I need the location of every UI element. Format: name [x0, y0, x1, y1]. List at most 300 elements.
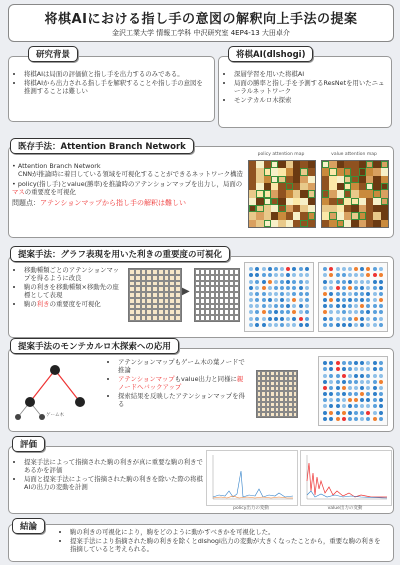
graph-node [348, 386, 352, 390]
graph-node [305, 280, 309, 284]
graph-node [348, 361, 352, 365]
graph-node [342, 374, 346, 378]
abn-output-text-end: の重要度を可視化 [24, 188, 76, 197]
heat-cell [337, 220, 344, 227]
heat-cell [359, 190, 366, 197]
heat-cell [249, 176, 256, 183]
graph-node [262, 310, 266, 314]
graph-node [354, 404, 358, 408]
heat-cell [293, 205, 300, 212]
graph-node [305, 267, 309, 271]
heat-cell [381, 205, 388, 212]
heat-cell [359, 183, 366, 190]
graph-node [348, 374, 352, 378]
heat-cell [293, 198, 300, 205]
graph-node [329, 267, 333, 271]
graph-node [366, 367, 370, 371]
mcts-item: • アテンションマップもvalue出力と同様に親ノードへバックアップ [118, 375, 248, 391]
graph-node [323, 280, 327, 284]
heat-cell [373, 205, 380, 212]
heat-cell [264, 176, 271, 183]
graph-node [354, 398, 358, 402]
heat-cell [278, 212, 285, 219]
graph-node [354, 386, 358, 390]
graph-node [286, 280, 290, 284]
graph-node [249, 267, 253, 271]
graph-node [249, 317, 253, 321]
graph-node [373, 280, 377, 284]
graph-node [366, 292, 370, 296]
heat-cell [351, 183, 358, 190]
graph-node [292, 273, 296, 277]
graph-node [354, 292, 358, 296]
graph-node [348, 273, 352, 277]
graph-node [366, 392, 370, 396]
graph-node [366, 273, 370, 277]
graph-node [342, 304, 346, 308]
graph-node [342, 273, 346, 277]
heat-cell [351, 220, 358, 227]
heat-cell [322, 220, 329, 227]
graph-node [249, 286, 253, 290]
heat-cell [293, 161, 300, 168]
background-item: • 将棋AIから出力される指し手を解釈することや指し手の意図を推測することは難しい [24, 79, 209, 95]
graph-node [379, 417, 383, 421]
graph-node [366, 317, 370, 321]
heat-cell [329, 212, 336, 219]
graph-node [342, 280, 346, 284]
graph-node [360, 317, 364, 321]
graph-node [268, 298, 272, 302]
heat-cell [300, 220, 307, 227]
graph-node [329, 292, 333, 296]
heat-cell [373, 176, 380, 183]
heat-cell [264, 205, 271, 212]
graph-node [360, 386, 364, 390]
graph-node [348, 292, 352, 296]
graph-node [305, 286, 309, 290]
graph-node [323, 386, 327, 390]
graph-node [255, 323, 259, 327]
graph-node [360, 398, 364, 402]
heat-cell [337, 212, 344, 219]
graph-node [274, 286, 278, 290]
graph-node [342, 298, 346, 302]
graph-node [336, 286, 340, 290]
heat-cell [373, 190, 380, 197]
heat-cell [337, 198, 344, 205]
heat-cell [300, 198, 307, 205]
graph-item: • 駒の利きの重要度を可視化 [24, 300, 124, 308]
graph-node [354, 298, 358, 302]
abn-highlight-masu: マス [12, 188, 25, 197]
heat-cell [256, 190, 263, 197]
conclusion-item: • 駒の利きの可視化により，駒をどのように動かすべきかを可視化した。 [70, 528, 386, 536]
graph-node [329, 361, 333, 365]
heat-cell [366, 220, 373, 227]
heat-cell [286, 168, 293, 175]
heat-cell [373, 212, 380, 219]
graph-node [305, 317, 309, 321]
heat-cell [308, 212, 315, 219]
graph-node [323, 361, 327, 365]
heat-cell [351, 161, 358, 168]
heat-cell [278, 176, 285, 183]
graph-node [280, 317, 284, 321]
heat-cell [329, 161, 336, 168]
graph-node [262, 280, 266, 284]
conclusion-list [60, 528, 386, 554]
graph-node [280, 286, 284, 290]
heat-cell [373, 161, 380, 168]
graph-node [354, 304, 358, 308]
heat-cell [373, 168, 380, 175]
heat-cell [308, 190, 315, 197]
graph-node [354, 380, 358, 384]
heat-cell [373, 220, 380, 227]
graph-node [305, 310, 309, 314]
graph-node [373, 292, 377, 296]
graph-node [292, 292, 296, 296]
graph-node [323, 367, 327, 371]
graph-node [255, 298, 259, 302]
graph-node [329, 310, 333, 314]
graph-node [348, 380, 352, 384]
graph-node [348, 367, 352, 371]
heat-cell [366, 176, 373, 183]
mcts-list [108, 358, 248, 409]
graph-node [274, 298, 278, 302]
graph-node [299, 286, 303, 290]
arrow-icon: ▶ [182, 286, 190, 297]
graph-node [280, 298, 284, 302]
graph-node [360, 286, 364, 290]
graph-node [336, 374, 340, 378]
graph-node [323, 298, 327, 302]
graph-node [268, 280, 272, 284]
graph-node [348, 317, 352, 321]
graph-node [379, 380, 383, 384]
dlshogi-item: • 深層学習を用いた将棋AI [234, 70, 386, 78]
heat-cell [366, 161, 373, 168]
graph-node [379, 267, 383, 271]
graph-node [354, 280, 358, 284]
graph-node [292, 286, 296, 290]
graph-node [323, 398, 327, 402]
graph-node [373, 317, 377, 321]
graph-node [379, 298, 383, 302]
graph-node [354, 317, 358, 321]
heat-cell [344, 161, 351, 168]
graph-node [366, 404, 370, 408]
graph-node [354, 411, 358, 415]
graph-node [299, 298, 303, 302]
graph-node [373, 380, 377, 384]
heat-cell [264, 220, 271, 227]
graph-node [268, 317, 272, 321]
evaluation-list [14, 458, 204, 492]
kiki-graph-2 [318, 262, 388, 332]
heat-cell [293, 183, 300, 190]
heat-cell [381, 161, 388, 168]
policy-chart-caption: policy出力の変動 [233, 506, 269, 511]
heat-cell [359, 198, 366, 205]
graph-list [14, 266, 124, 309]
graph-node [336, 323, 340, 327]
graph-node [354, 273, 358, 277]
graph-node [379, 411, 383, 415]
heat-cell [322, 212, 329, 219]
board-cell [234, 315, 239, 321]
graph-node [379, 323, 383, 327]
graph-node [336, 280, 340, 284]
graph-node [354, 392, 358, 396]
heat-cell [322, 190, 329, 197]
graph-node [354, 323, 358, 327]
graph-node [354, 361, 358, 365]
heat-cell [249, 183, 256, 190]
graph-node [373, 374, 377, 378]
shogi-board-mcts [256, 370, 298, 418]
value-map-caption: value attention map [331, 152, 377, 157]
heat-cell [366, 168, 373, 175]
graph-node [366, 361, 370, 365]
graph-node [348, 304, 352, 308]
graph-node [286, 317, 290, 321]
graph-node [329, 411, 333, 415]
graph-node [366, 398, 370, 402]
heat-cell [264, 183, 271, 190]
heat-cell [337, 190, 344, 197]
graph-node [373, 361, 377, 365]
graph-node [274, 323, 278, 327]
graph-node [342, 323, 346, 327]
graph-node [255, 286, 259, 290]
graph-node [323, 292, 327, 296]
heat-cell [256, 212, 263, 219]
graph-node [336, 361, 340, 365]
graph-node [323, 317, 327, 321]
graph-node [360, 374, 364, 378]
heat-cell [344, 220, 351, 227]
graph-node [360, 417, 364, 421]
graph-node [299, 304, 303, 308]
graph-node [348, 323, 352, 327]
graph-node [373, 286, 377, 290]
board-cell [175, 315, 181, 321]
graph-node [249, 298, 253, 302]
heat-cell [381, 220, 388, 227]
shogi-board-graph [128, 268, 182, 322]
heat-cell [293, 190, 300, 197]
graph-node [336, 273, 340, 277]
graph-node [366, 323, 370, 327]
background-list [14, 70, 209, 96]
graph-node [342, 411, 346, 415]
heat-cell [300, 205, 307, 212]
graph-node [373, 273, 377, 277]
graph-node [323, 404, 327, 408]
heat-cell [256, 161, 263, 168]
graph-node [366, 304, 370, 308]
graph-node [329, 398, 333, 402]
graph-node [366, 286, 370, 290]
graph-node [366, 411, 370, 415]
graph-node [379, 367, 383, 371]
graph-node [342, 286, 346, 290]
graph-node [379, 304, 383, 308]
heat-cell [381, 183, 388, 190]
heat-cell [286, 212, 293, 219]
graph-node [262, 267, 266, 271]
policy-map-caption: policy attention map [257, 152, 305, 157]
heat-cell [256, 220, 263, 227]
graph-node [348, 417, 352, 421]
graph-node [336, 417, 340, 421]
graph-node [280, 267, 284, 271]
graph-node [274, 310, 278, 314]
heat-cell [271, 190, 278, 197]
graph-node [323, 304, 327, 308]
evaluation-item: • 局面と提案手法によって指摘された駒の利きを除いた際の将棋AIの出力の変動を計測 [24, 475, 204, 491]
graph-node [373, 310, 377, 314]
graph-node [329, 273, 333, 277]
heat-cell [344, 212, 351, 219]
graph-node [249, 273, 253, 277]
graph-node [292, 267, 296, 271]
heat-cell [322, 161, 329, 168]
heat-cell [271, 176, 278, 183]
mcts-heading: 提案手法のモンテカルロ木探索への応用 [10, 338, 179, 354]
graph-node [336, 267, 340, 271]
graph-node [348, 286, 352, 290]
title-banner [8, 4, 394, 42]
graph-node [379, 317, 383, 321]
graph-node [323, 286, 327, 290]
policy-attention-map [248, 160, 316, 228]
graph-node [373, 304, 377, 308]
heat-cell [293, 220, 300, 227]
graph-node [323, 323, 327, 327]
graph-node [299, 292, 303, 296]
graph-node [379, 398, 383, 402]
graph-node [379, 392, 383, 396]
graph-node [268, 286, 272, 290]
mcts-kiki-graph [318, 356, 388, 426]
graph-node [366, 280, 370, 284]
graph-node [379, 310, 383, 314]
heat-cell [264, 198, 271, 205]
poster-title: 将棋AIにおける指し手の意図の解釈向上手法の提案 [44, 12, 358, 27]
heat-cell [373, 198, 380, 205]
graph-node [292, 317, 296, 321]
policy-variation-chart [206, 450, 298, 506]
graph-node [379, 292, 383, 296]
graph-node [305, 273, 309, 277]
graph-node [360, 304, 364, 308]
graph-node [354, 286, 358, 290]
heat-cell [308, 220, 315, 227]
graph-node [255, 317, 259, 321]
heat-cell [293, 176, 300, 183]
graph-node [268, 304, 272, 308]
problem-text: アテンションマップから指し手の解釈は難しい [40, 198, 187, 207]
heat-cell [286, 205, 293, 212]
heat-cell [329, 198, 336, 205]
graph-node [262, 304, 266, 308]
heat-cell [249, 220, 256, 227]
heat-cell [344, 176, 351, 183]
graph-node [348, 392, 352, 396]
heat-cell [293, 212, 300, 219]
graph-node [342, 361, 346, 365]
heat-cell [271, 161, 278, 168]
value-chart-caption: value出力の変動 [327, 506, 363, 511]
graph-node [373, 386, 377, 390]
heat-cell [351, 198, 358, 205]
value-variation-chart [300, 450, 392, 506]
heat-cell [278, 205, 285, 212]
heat-cell [381, 190, 388, 197]
heat-cell [308, 183, 315, 190]
graph-node [299, 310, 303, 314]
graph-node [255, 292, 259, 296]
graph-node [354, 367, 358, 371]
heat-cell [249, 190, 256, 197]
heat-cell [322, 183, 329, 190]
graph-node [336, 310, 340, 314]
graph-node [342, 367, 346, 371]
heat-cell [264, 190, 271, 197]
heat-cell [359, 205, 366, 212]
graph-node [255, 310, 259, 314]
graph-node [299, 323, 303, 327]
graph-node [373, 367, 377, 371]
heat-cell [344, 198, 351, 205]
graph-node [249, 304, 253, 308]
graph-node [342, 267, 346, 271]
graph-node [286, 292, 290, 296]
graph-node [323, 380, 327, 384]
graph-node [336, 367, 340, 371]
heat-cell [286, 161, 293, 168]
graph-node [373, 411, 377, 415]
graph-node [342, 398, 346, 402]
heat-cell [249, 168, 256, 175]
graph-node [342, 310, 346, 314]
graph-node [280, 292, 284, 296]
graph-node [292, 310, 296, 314]
heat-cell [373, 183, 380, 190]
graph-node [348, 298, 352, 302]
graph-node [342, 292, 346, 296]
graph-node [336, 304, 340, 308]
graph-node [379, 273, 383, 277]
graph-node [299, 280, 303, 284]
heat-cell [366, 205, 373, 212]
heat-cell [381, 176, 388, 183]
graph-node [323, 392, 327, 396]
heat-cell [337, 176, 344, 183]
graph-node [255, 273, 259, 277]
graph-node [286, 304, 290, 308]
mcts-item: • アテンションマップもゲーム木の葉ノードで推論 [118, 358, 248, 374]
graph-node [360, 267, 364, 271]
graph-node [348, 310, 352, 314]
heat-cell [322, 176, 329, 183]
heat-cell [300, 190, 307, 197]
graph-node [336, 398, 340, 402]
